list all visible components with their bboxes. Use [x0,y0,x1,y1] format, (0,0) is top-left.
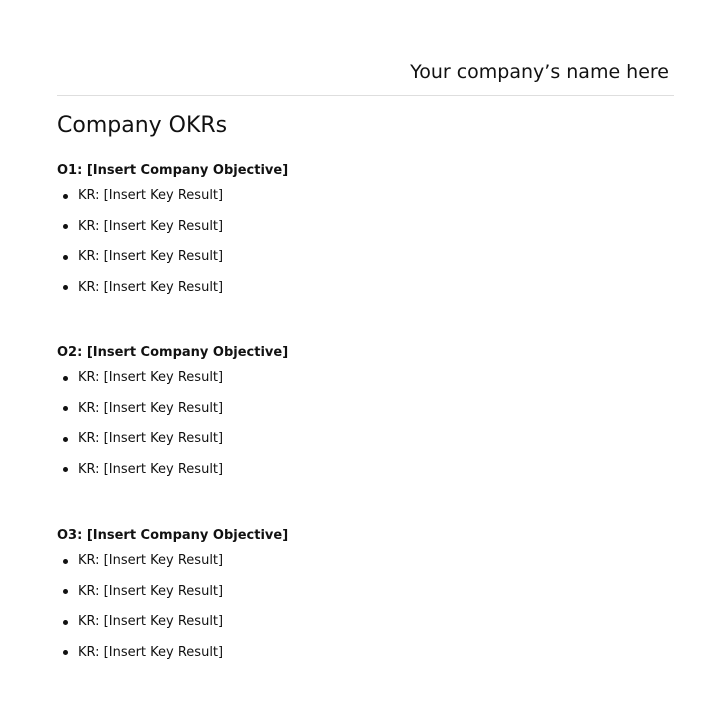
header-divider [57,95,674,96]
bullet-icon [63,255,68,260]
key-result-item [57,455,657,486]
key-result-text: KR: [Insert Key Result] [78,400,224,416]
key-result-item [57,607,657,638]
key-result-text: KR: [Insert Key Result] [78,553,224,568]
objective-title: O2: [Insert Company Objective] [57,345,289,360]
bullet-icon [63,589,68,594]
bullet-icon [63,467,68,472]
key-result-list [57,181,657,303]
key-result-list [57,363,657,485]
key-result-text: KR: [Insert Key Result] [78,279,224,295]
key-result-text: KR: [Insert Key Result] [78,644,224,660]
company-name-header: Your company’s name here [410,61,669,83]
objective-section-2 [57,343,657,485]
bullet-icon [63,224,68,229]
key-result-text: KR: [Insert Key Result] [78,431,224,446]
key-result-text: KR: [Insert Key Result] [78,614,224,629]
key-result-item [57,242,657,273]
bullet-icon [63,437,68,442]
objective-section-1 [57,161,657,303]
key-result-item [57,638,657,669]
bullet-icon [63,376,68,381]
key-result-item [57,181,657,212]
key-result-text: KR: [Insert Key Result] [78,218,224,234]
key-result-item [57,212,657,243]
bullet-icon [63,406,68,411]
bullet-icon [63,285,68,290]
key-result-text: KR: [Insert Key Result] [78,188,224,203]
key-result-list [57,546,657,668]
bullet-icon [63,559,68,564]
key-result-item [57,577,657,608]
key-result-text: KR: [Insert Key Result] [78,583,224,599]
key-result-item [57,273,657,304]
key-result-text: KR: [Insert Key Result] [78,249,224,264]
key-result-item [57,363,657,394]
objective-title: O1: [Insert Company Objective] [57,163,289,178]
objective-title: O3: [Insert Company Objective] [57,528,289,543]
key-result-item [57,424,657,455]
bullet-icon [63,194,68,199]
objective-section-3 [57,526,657,668]
key-result-text: KR: [Insert Key Result] [78,370,224,385]
page-title: Company OKRs [57,113,228,138]
key-result-item [57,394,657,425]
bullet-icon [63,650,68,655]
bullet-icon [63,620,68,625]
key-result-item [57,546,657,577]
key-result-text: KR: [Insert Key Result] [78,461,224,477]
